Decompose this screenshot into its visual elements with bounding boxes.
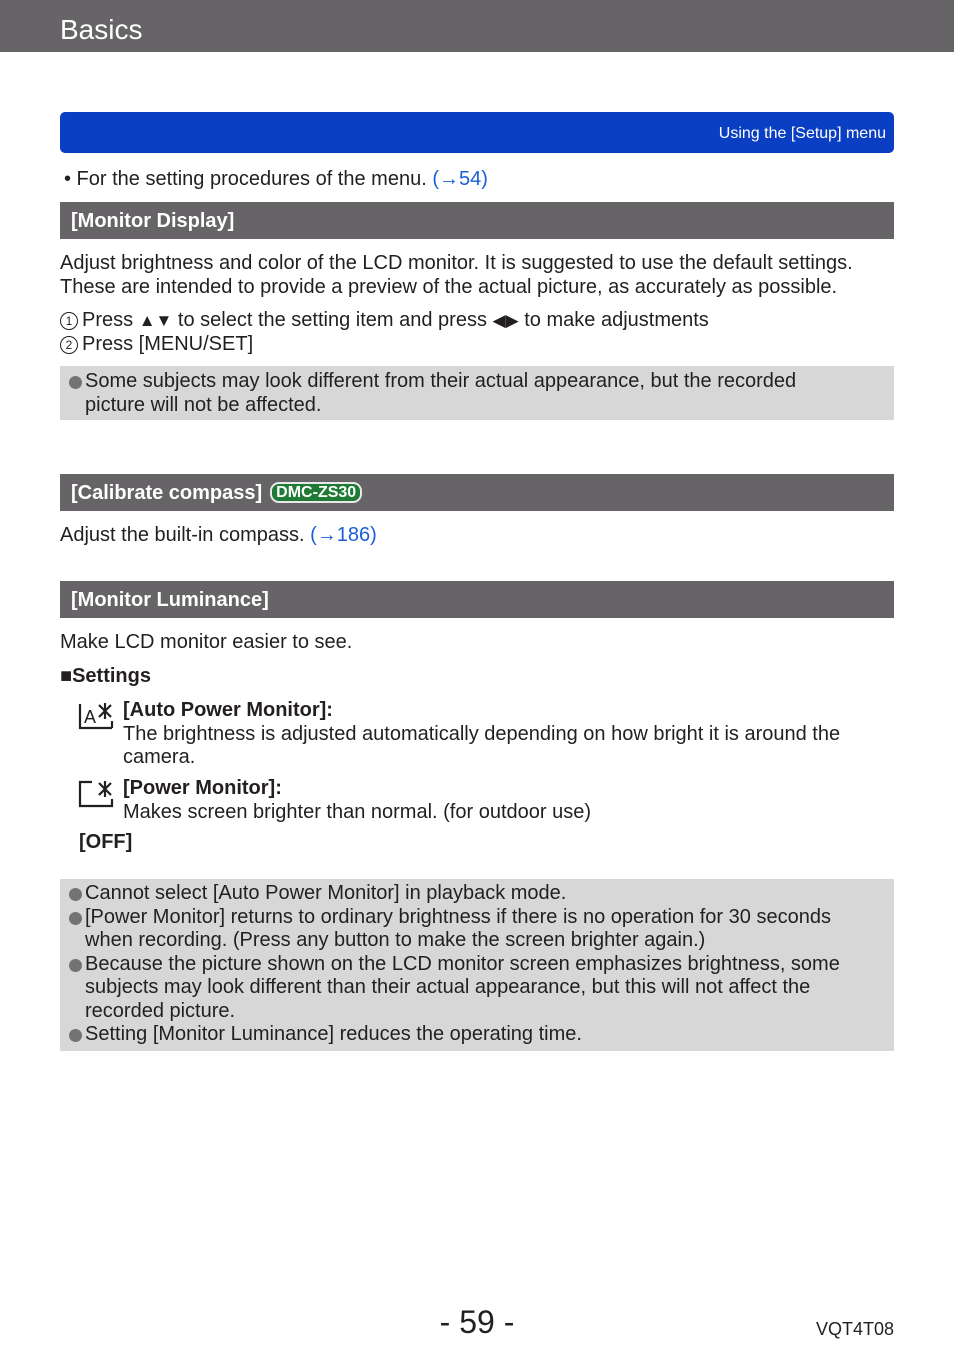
note-item [60, 882, 894, 906]
step-1-press: Press [82, 309, 134, 331]
intro-link[interactable]: (→54) [432, 168, 488, 190]
down-arrow-icon: ▼ [155, 311, 173, 330]
power-monitor-line1: Makes screen brighter than normal. (for outdoor use) [123, 800, 591, 823]
intro-text: • For the setting procedures of the menu. [64, 168, 433, 190]
auto-power-monitor-line1: The brightness is adjusted automatically depending on how bright it is around the [123, 722, 841, 745]
auto-power-monitor-icon [78, 701, 112, 729]
power-monitor-icon [78, 779, 112, 807]
model-badge: DMC-ZS30 [270, 482, 362, 503]
bullet-icon [69, 1029, 82, 1042]
intro-line [64, 168, 488, 192]
note-line: Cannot select [Auto Power Monitor] in playback mode. [85, 882, 567, 904]
monitor-display-header [60, 202, 894, 239]
monitor-display-line2: These are intended to provide a preview of the actual picture, as accurately as possible. [60, 275, 838, 298]
step-2 [60, 333, 900, 357]
auto-power-monitor-line2: camera. [123, 746, 196, 768]
note-line: Some subjects may look different from their actual appearance, but the recorded [85, 370, 797, 392]
power-monitor-item [123, 777, 903, 824]
step-1 [60, 309, 900, 333]
calibrate-compass-heading [71, 481, 362, 505]
step-1-middle: to select the setting item and press [177, 309, 487, 331]
step-2-number: 2 [60, 336, 78, 354]
step-2-text: Press [MENU/SET] [82, 332, 254, 355]
page-section-title: Basics [60, 14, 143, 45]
monitor-display-steps [60, 309, 900, 356]
note-line: recorded picture. [85, 999, 236, 1022]
note-line: Setting [Monitor Luminance] reduces the operating time. [85, 1023, 582, 1045]
monitor-display-note [60, 366, 894, 420]
note-line: Because the picture shown on the LCD monitor screen emphasizes brightness, some [85, 952, 840, 975]
note-line: [Power Monitor] returns to ordinary brightness if there is no operation for 30 seconds [85, 905, 831, 928]
off-label: [OFF] [79, 831, 133, 853]
up-arrow-icon: ▲ [138, 311, 156, 330]
bullet-icon [69, 888, 82, 901]
menu-banner [60, 112, 894, 153]
note-line: picture will not be affected. [85, 393, 322, 416]
calibrate-compass-header [60, 474, 894, 511]
document-code: VQT4T08 [815, 1319, 894, 1339]
note-item [60, 370, 894, 417]
note-line: subjects may look different than their actual appearance, but this will not affect the [85, 976, 811, 998]
auto-icon-letter: A [84, 707, 97, 727]
bullet-icon [69, 376, 82, 389]
menu-banner-label[interactable]: Using the [Setup] menu [718, 125, 886, 142]
bullet-icon [69, 959, 82, 972]
auto-power-monitor-title: [Auto Power Monitor]: [123, 699, 333, 721]
left-arrow-icon: ◀ [492, 311, 506, 330]
calibrate-compass-link[interactable]: (→186) [310, 524, 377, 546]
auto-power-monitor-item [123, 699, 903, 770]
calibrate-compass-title: [Calibrate compass] [71, 482, 263, 504]
monitor-display-title: [Monitor Display] [71, 210, 235, 232]
bullet-icon [69, 912, 82, 925]
monitor-display-line1: Adjust brightness and color of the LCD monitor. It is suggested to use the default settings. [60, 252, 853, 274]
monitor-luminance-description: Make LCD monitor easier to see. [60, 631, 353, 653]
note-line: when recording. (Press any button to make the screen brighter again.) [85, 929, 706, 951]
step-1-end: to make adjustments [524, 309, 709, 331]
monitor-luminance-title: [Monitor Luminance] [71, 589, 269, 611]
calibrate-compass-description: Adjust the built-in compass. [60, 524, 311, 546]
header-bar [0, 0, 954, 52]
page-number: - 59 - [439, 1304, 515, 1340]
monitor-luminance-header [60, 581, 894, 618]
settings-label: ■Settings [60, 665, 151, 687]
calibrate-compass-text [60, 524, 377, 548]
note-item [60, 906, 894, 953]
monitor-luminance-notes [60, 879, 894, 1051]
note-item [60, 953, 894, 1024]
note-item [60, 1023, 894, 1047]
right-arrow-icon: ▶ [505, 311, 519, 330]
power-monitor-title: [Power Monitor]: [123, 777, 282, 799]
step-1-number: 1 [60, 312, 78, 330]
monitor-display-description [60, 252, 900, 299]
